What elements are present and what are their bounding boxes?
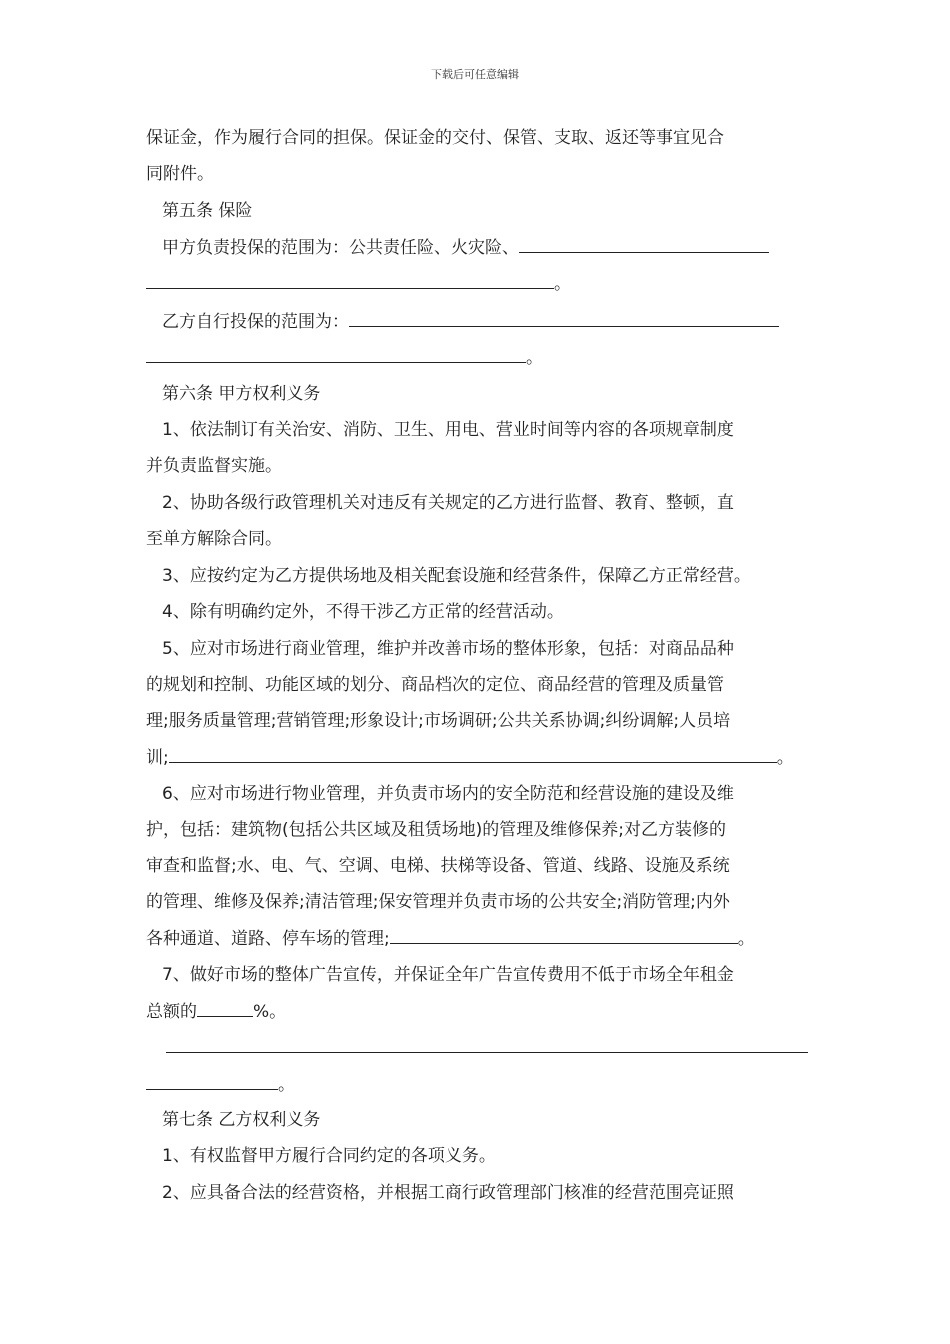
text-line [146, 346, 543, 369]
period: 。 [526, 348, 543, 368]
text-line: 1、依法制订有关治安、消防、卫生、用电、营业时间等内容的各项规章制度 [162, 420, 734, 440]
percent-blank[interactable] [197, 1000, 253, 1017]
text-line [162, 236, 769, 259]
text-line: 同附件。 [146, 164, 214, 184]
text-line: 2、协助各级行政管理机关对违反有关规定的乙方进行监督、教育、整顿，直 [162, 493, 734, 513]
article-6-title: 第六条 甲方权利义务 [162, 384, 321, 404]
text-line: 5、应对市场进行商业管理，维护并改善市场的整体形象，包括：对商品品种 [162, 639, 734, 659]
text-line: 6、应对市场进行物业管理，并负责市场内的安全防范和经营设施的建设及维 [162, 784, 734, 804]
fill-blank[interactable] [390, 927, 738, 944]
text-line [146, 1000, 286, 1023]
text-line: 审查和监督;水、电、气、空调、电梯、扶梯等设备、管道、线路、设施及系统 [146, 856, 730, 876]
text-line [146, 746, 794, 769]
text-line: 1、有权监督甲方履行合同约定的各项义务。 [162, 1146, 496, 1166]
text-segment: 各种通道、道路、停车场的管理; [146, 929, 390, 949]
period: 。 [776, 748, 794, 768]
text-segment: 总额的 [146, 1002, 197, 1022]
text-line: 至单方解除合同。 [146, 529, 282, 549]
period: 。 [737, 929, 755, 949]
text-line: 并负责监督实施。 [146, 456, 282, 476]
article-5-text-a: 甲方负责投保的范围为：公共责任险、火灾险、 [162, 238, 519, 258]
article-5-title: 第五条 保险 [162, 201, 253, 221]
text-line: 护，包括：建筑物(包括公共区域及租赁场地)的管理及维修保养;对乙方装修的 [146, 820, 726, 840]
page-header: 下载后可任意编辑 [431, 68, 519, 81]
text-segment: %。 [253, 1002, 287, 1022]
text-line: 3、应按约定为乙方提供场地及相关配套设施和经营条件，保障乙方正常经营。 [162, 566, 751, 586]
text-line: 理;服务质量管理;营销管理;形象设计;市场调研;公共关系协调;纠纷调解;人员培 [146, 711, 731, 731]
text-line: 的管理、维修及保养;清洁管理;保安管理并负责市场的公共安全;消防管理;内外 [146, 892, 730, 912]
text-line [166, 1036, 808, 1059]
text-line [146, 1073, 295, 1096]
text-line: 7、做好市场的整体广告宣传，并保证全年广告宣传费用不低于市场全年租金 [162, 965, 734, 985]
period: 。 [278, 1075, 295, 1095]
text-line [146, 927, 755, 950]
fill-blank[interactable] [519, 236, 769, 253]
fill-blank[interactable] [166, 1036, 808, 1053]
text-line: 的规划和控制、功能区域的划分、商品档次的定位、商品经营的管理及质量管 [146, 675, 724, 695]
fill-blank[interactable] [169, 746, 777, 763]
text-line: 保证金，作为履行合同的担保。保证金的交付、保管、支取、返还等事宜见合 [146, 128, 724, 148]
fill-blank[interactable] [146, 272, 554, 289]
article-5-text-b: 乙方自行投保的范围为： [162, 312, 349, 332]
text-line [162, 310, 779, 333]
fill-blank[interactable] [349, 310, 779, 327]
text-line: 4、除有明确约定外，不得干涉乙方正常的经营活动。 [162, 602, 564, 622]
text-line: 2、应具备合法的经营资格，并根据工商行政管理部门核准的经营范围亮证照 [162, 1183, 734, 1203]
period: 。 [554, 274, 571, 294]
text-line [146, 272, 571, 295]
fill-blank[interactable] [146, 346, 526, 363]
fill-blank[interactable] [146, 1073, 278, 1090]
text-segment: 训; [146, 748, 169, 768]
article-7-title: 第七条 乙方权利义务 [162, 1110, 321, 1130]
